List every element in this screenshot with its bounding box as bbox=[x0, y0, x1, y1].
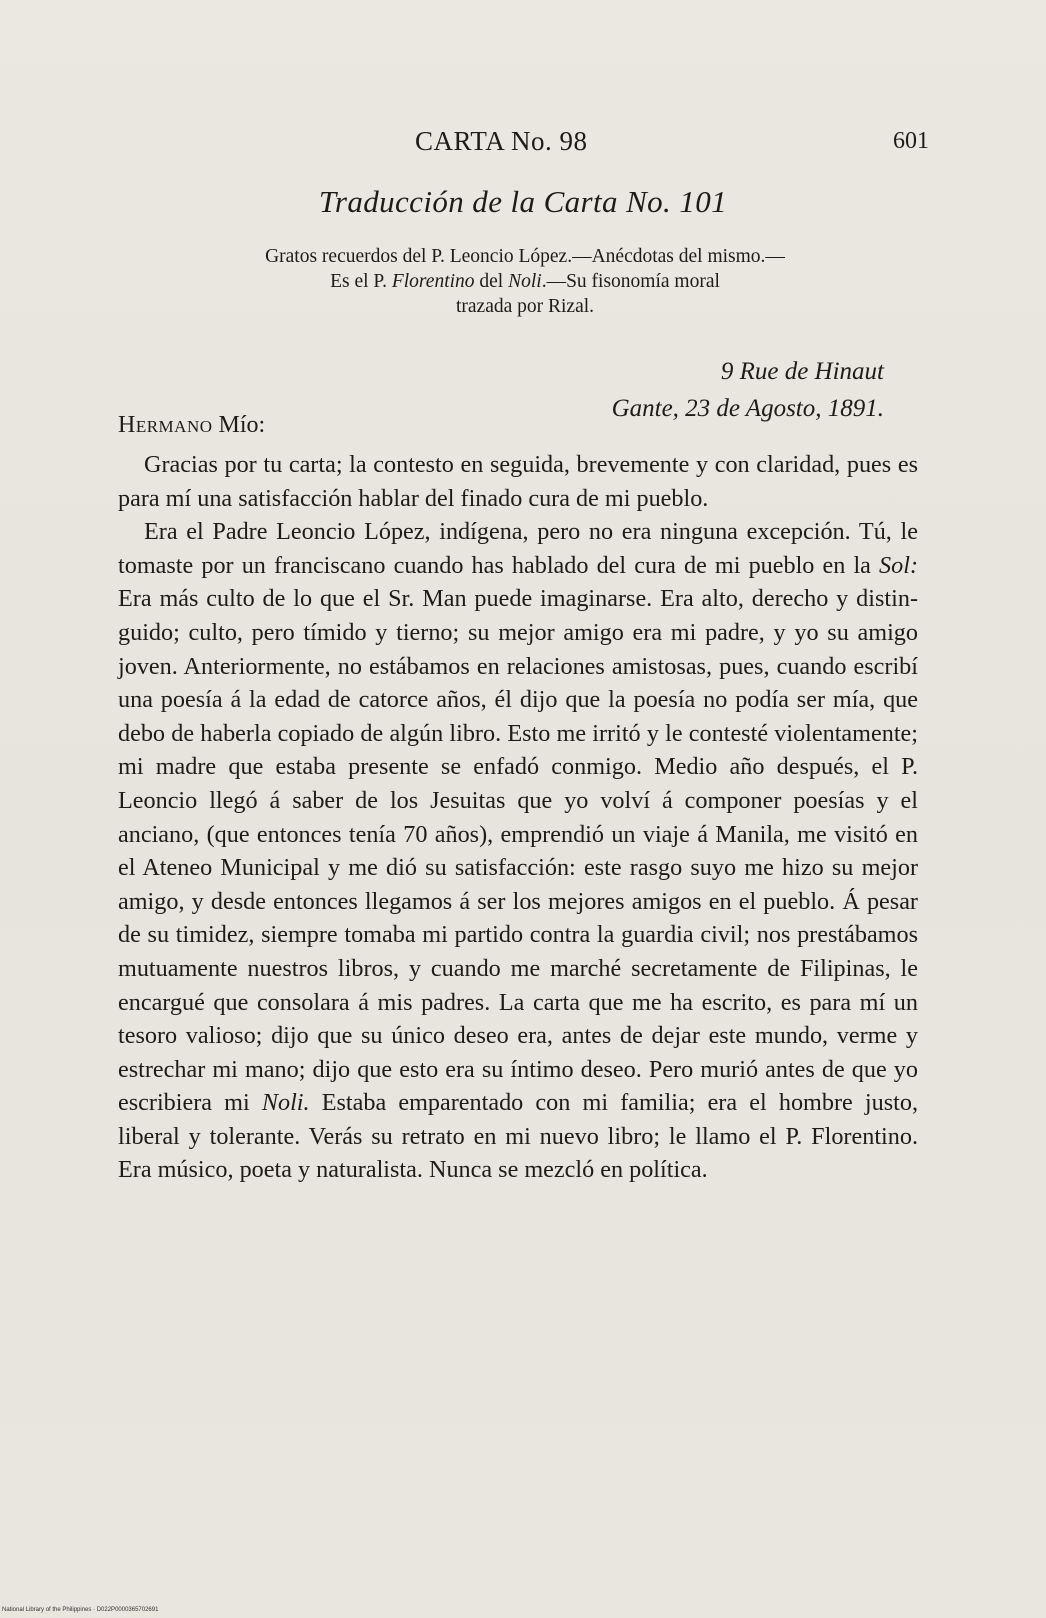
dateline-address: 9 Rue de Hinaut bbox=[720, 358, 884, 385]
summary-line-3: trazada por Rizal. bbox=[455, 296, 595, 317]
dateline-place-date: Gante, 23 de Agosto, 1891. bbox=[611, 395, 884, 422]
letter-title: Traducción de la Carta No. 101 bbox=[318, 184, 728, 219]
body-book-noli: Noli. bbox=[261, 1089, 310, 1117]
letter-summary bbox=[130, 244, 920, 319]
salutation-word-1: Hermano bbox=[118, 412, 213, 438]
summary-line-1: Gratos recuerdos del P. Leoncio López.—Anécdotas del mismo.— bbox=[265, 246, 785, 267]
body-paragraph-2 bbox=[118, 515, 918, 1187]
body-paragraph-1: Gracias por tu carta; la contesto en seguida, brevemente y con claridad, pues es para mí una satisfacción hablar del finado cura de mi pueblo. bbox=[118, 451, 918, 512]
salutation-word-2: Mío: bbox=[218, 412, 266, 438]
scan-credit: National Library of the Philippines · D022P0000365702691 bbox=[2, 1607, 159, 1613]
page-number: 601 bbox=[893, 128, 929, 154]
running-head bbox=[0, 126, 1046, 166]
summary-book-noli: Noli bbox=[508, 271, 542, 292]
body-paragraph-2-part-c: Estaba emparentado con mi familia; era el hombre justo, liberal y tolerante. Verás su retrato en mi nuevo libro; le llamo el P. Florentino. Era músico, poeta y naturalista. Nunca se mezcló en política. bbox=[118, 1089, 918, 1184]
body-paragraph-2-part-a: Era el Padre Leoncio López, indígena, pero no era ninguna excepción. Tú, le tomaste por un franciscano cuando has hablado del cura de mi pueblo en la bbox=[118, 518, 918, 579]
summary-line-2-pre: Es el P. bbox=[330, 271, 392, 292]
dateline bbox=[612, 353, 884, 427]
running-title: CARTA No. 98 bbox=[415, 126, 588, 156]
summary-name-florentino: Florentino bbox=[391, 271, 475, 292]
body-paragraph-2-part-b: Era más culto de lo que el Sr. Man puede imaginarse. Era alto, derecho y distinguido; culto, pero tímido y tierno; su mejor amigo era mi padre, y yo su amigo joven. Anteriormente, no estábamos en relaciones amistosas, pues, cuando escribí una poesía á la edad de catorce años, él dijo que la poesía no podía ser mía, que debo de haberla copiado de algún libro. Esto me irritó y le contesté violentamente; mi madre que estaba presente se enfadó conmigo. Medio año después, el P. Leoncio llegó á saber de los Jesuitas que yo volví á componer poesías y el anciano, (que entonces tenía 70 años), emprendió un viaje á Manila, me visitó en el Ateneo Municipal y me dió su satisfacción: este rasgo suyo me hizo su mejor amigo, y desde entonces llegamos á ser los mejores amigos en el pueblo. Á pesar de su timidez, siempre tomaba mi partido contra la guardia civil; nos prestábamos mutuamente nuestros libros, y cuando me marché secretamente de Filipinas, le encargué que consolara á mis padres. La carta que me ha escrito, es para mí un tesoro valioso; dijo que su único deseo era, antes de dejar este mundo, verme y estrechar mi mano; dijo que esto era su íntimo deseo. Pero murió antes de que yo escribiera mi bbox=[118, 585, 918, 1117]
summary-line-2-mid: del bbox=[474, 271, 509, 292]
salutation bbox=[118, 412, 265, 439]
summary-line-2 bbox=[130, 269, 920, 294]
body-newspaper-sol: Sol: bbox=[879, 551, 918, 579]
letter-body bbox=[118, 448, 918, 1187]
summary-line-2-post: .—Su fisonomía moral bbox=[541, 271, 720, 292]
